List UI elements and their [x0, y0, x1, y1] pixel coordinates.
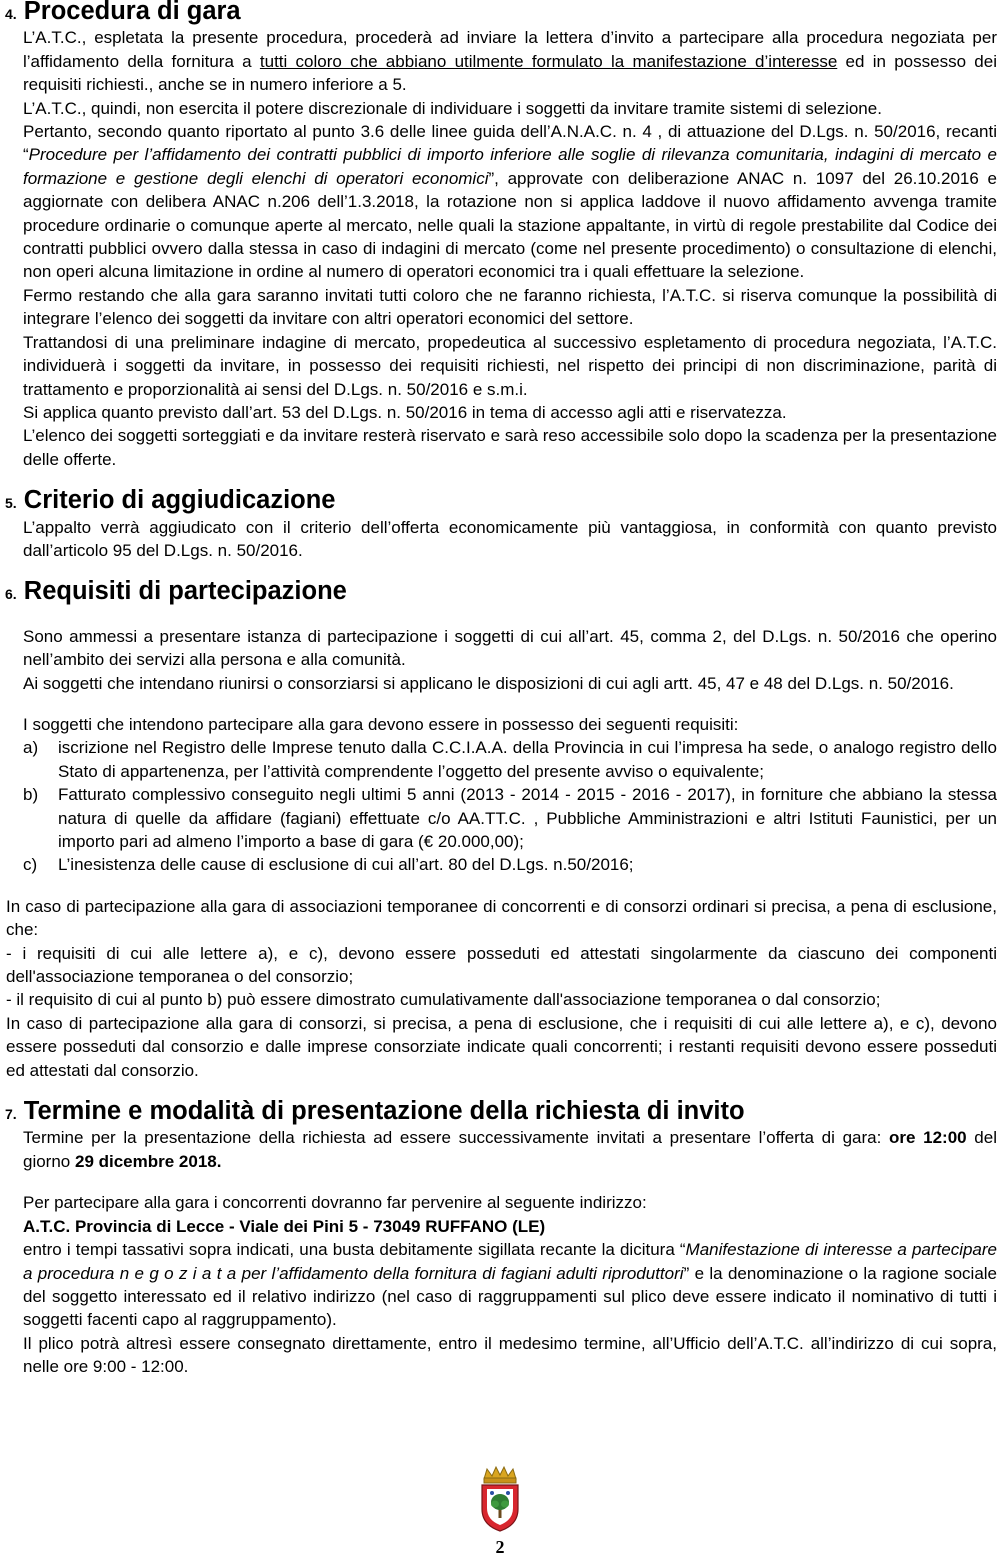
paragraph: - il requisito di cui al punto b) può essere dimostrato cumulativamente dall'associazione temporanea o dal consorzio; — [6, 990, 881, 1010]
list-item: a) iscrizione nel Registro delle Imprese tenuto dalla C.C.I.A.A. della Provincia in cui l’impresa ha sede, o analogo registro dello Stato di appartenenza, per l’attività comprendente l’oggetto del presente avviso o equivalente; — [23, 738, 997, 781]
section-heading: 5. Criterio di aggiudicazione — [5, 486, 336, 515]
footer — [0, 1465, 1000, 1533]
section-7 — [5, 1097, 998, 1378]
deadline-time: ore 12:00 — [889, 1128, 967, 1148]
paragraph: - i requisiti di cui alle lettere a), e c), devono essere posseduti ed attestati singolarmente da ciascuno dei componenti dell'associazione temporanea o del consorzio; — [6, 943, 997, 987]
paragraph: Termine per la presentazione della richiesta ad essere successivamente invitati a presentare l’offerta di gara: ore 12:00 del giorno 29 dicembre 2018. — [23, 1128, 997, 1171]
section-heading: 4. Procedura di gara — [5, 0, 241, 25]
italic-text: Manifestazione di interesse a partecipare a procedura n e g o z i a t a per l’affidamento della fornitura di fagiani adulti riproduttori — [23, 1240, 997, 1283]
paragraph: Il plico potrà altresì essere consegnato direttamente, entro il medesimo termine, all’Ufficio dell’A.T.C. all’indirizzo di cui sopra, nelle ore 9:00 - 12:00. — [23, 1333, 997, 1377]
underlined-text: tutti coloro che abbiano utilmente formulato la manifestazione d’interesse — [259, 51, 838, 71]
paragraph: Ai soggetti che intendano riunirsi o consorziarsi si applicano le disposizioni di cui agli artt. 45, 47 e 48 del D.Lgs. n. 50/2016. — [23, 673, 954, 693]
section-heading: 6. Requisiti di partecipazione — [5, 577, 347, 606]
section-heading: 7. Termine e modalità di presentazione della richiesta di invito — [5, 1097, 745, 1126]
paragraph: Sono ammessi a presentare istanza di partecipazione i soggetti di cui all’art. 45, comma 2, del D.Lgs. n. 50/2016 che operino nell’ambito dei servizi alla persona e alla comunità. — [23, 626, 997, 670]
paragraph: Per partecipare alla gara i concorrenti dovranno far pervenire al seguente indirizzo: — [23, 1193, 647, 1213]
paragraph: Pertanto, secondo quanto riportato al punto 3.6 delle linee guida dell’A.N.A.C. n. 4 , di attuazione del D.Lgs. n. 50/2016, recanti “Procedure per l’affidamento dei contratti pubblici di importo inferiore alle soglie di rilevanza comunitaria, indagini di mercato e formazione e gestione degli elenchi di operatori economici”, approvate con deliberazione ANAC n. 1097 del 26.10.2016 e aggiornate con delibera ANAC n.206 dell’1.3.2018, la rotazione non si applica laddove il nuovo affidamento avvenga tramite procedure ordinarie o comunque aperte al mercato, nelle quali la stazione appaltante, in virtù di regole prestabilite dal Codice dei contratti pubblici ovvero dalla stessa in caso di indagini di mercato (come nel presente procedimento) o consultazione di elenchi, non operi alcuna limitazione in ordine al numero di operatori economici tra i quali effettuare la selezione. — [23, 122, 997, 282]
paragraph: Fermo restando che alla gara saranno invitati tutti coloro che ne faranno richiesta, l’A.T.C. si riserva comunque la possibilità di integrare l’elenco dei soggetti da invitare con altri operatori economici del settore. — [23, 285, 997, 329]
section-4 — [5, 0, 997, 471]
address: A.T.C. Provincia di Lecce - Viale dei Pini 5 - 73049 RUFFANO (LE) — [23, 1216, 546, 1236]
paragraph: L’A.T.C., espletata la presente procedura, procederà ad inviare la lettera d’invito a partecipare alla procedura negoziata per l’affidamento della fornitura a tutti coloro che abbiano utilmente formulato la manifestazione d’interesse ed in possesso dei requisiti richiesti., anche se in numero inferiore a 5. — [23, 28, 997, 95]
paragraph: entro i tempi tassativi sopra indicati, una busta debitamente sigillata recante la dicitura “Manifestazione di interesse a partecipare a procedura n e g o z i a t a per l’affidamento della fornitura di fagiani adulti riproduttori” e la denominazione o la ragione sociale del soggetto interessato ed il relativo indirizzo (nel caso di raggruppamenti sul plico deve essere indicato il nominativo di tutti i soggetti facenti capo al raggruppamento). — [23, 1240, 998, 1330]
paragraph: I soggetti che intendono partecipare alla gara devono essere in possesso dei seguenti requisiti: — [23, 714, 739, 734]
paragraph: In caso di partecipazione alla gara di associazioni temporanee di concorrenti e di consorzi ordinari si precisa, a pena di esclusione, che: — [6, 896, 997, 940]
paragraph: In caso di partecipazione alla gara di consorzi, si precisa, a pena di esclusione, che i requisiti di cui alle lettere a), e c), devono essere posseduti dal consorzio e dalle imprese consorziate indicate quali concorrenti; i restanti requisiti devono essere posseduti ed attestati dal consorzio. — [6, 1013, 997, 1080]
page-number: 2 — [495, 1537, 505, 1557]
italic-text: Procedure per l’affidamento dei contratti pubblici di importo inferiore alle soglie di rilevanza comunitaria, indagini di mercato e formazione e gestione degli elenchi di operatori economici — [23, 145, 997, 188]
section-5 — [5, 486, 997, 562]
paragraph: L’elenco dei soggetti sorteggiati e da invitare resterà riservato e sarà reso accessibile solo dopo la scadenza per la presentazione delle offerte. — [23, 426, 997, 469]
paragraph: L’A.T.C., quindi, non esercita il potere discrezionale di individuare i soggetti da invitare tramite sistemi di selezione. — [23, 98, 882, 118]
list-item: c) L’inesistenza delle cause di esclusione di cui all’art. 80 del D.Lgs. n.50/2016; — [23, 855, 634, 875]
section-6 — [5, 577, 997, 1082]
paragraph: Si applica quanto previsto dall’art. 53 del D.Lgs. n. 50/2016 in tema di accesso agli atti e riservatezza. — [23, 402, 787, 422]
paragraph: Trattandosi di una preliminare indagine di mercato, propedeutica al successivo espletamento di procedura negoziata, l’A.T.C. individuerà i soggetti da invitare, in possesso dei requisiti richiesti, nel rispetto dei principi di non discriminazione, parità di trattamento e proporzionalità ai sensi del D.Lgs. n. 50/2016 e s.m.i. — [23, 332, 997, 399]
list-item: b) Fatturato complessivo conseguito negli ultimi 5 anni (2013 - 2014 - 2015 - 2016 - 2017), in forniture che abbiano la stessa natura di quelle da affidare (fagiani) effettuate c/o AA.TT.C. , Pubbliche Amministrazioni e altri Istituti Faunistici, per un importo pari ad almeno l’importo a base di gara (€ 20.000,00); — [23, 785, 997, 851]
deadline-date: 29 dicembre 2018. — [74, 1151, 222, 1171]
paragraph: L’appalto verrà aggiudicato con il criterio dell’offerta economicamente più vantaggiosa, in conformità con quanto previsto dall’articolo 95 del D.Lgs. n. 50/2016. — [23, 517, 997, 560]
regional-coat-of-arms-icon — [478, 1465, 522, 1533]
